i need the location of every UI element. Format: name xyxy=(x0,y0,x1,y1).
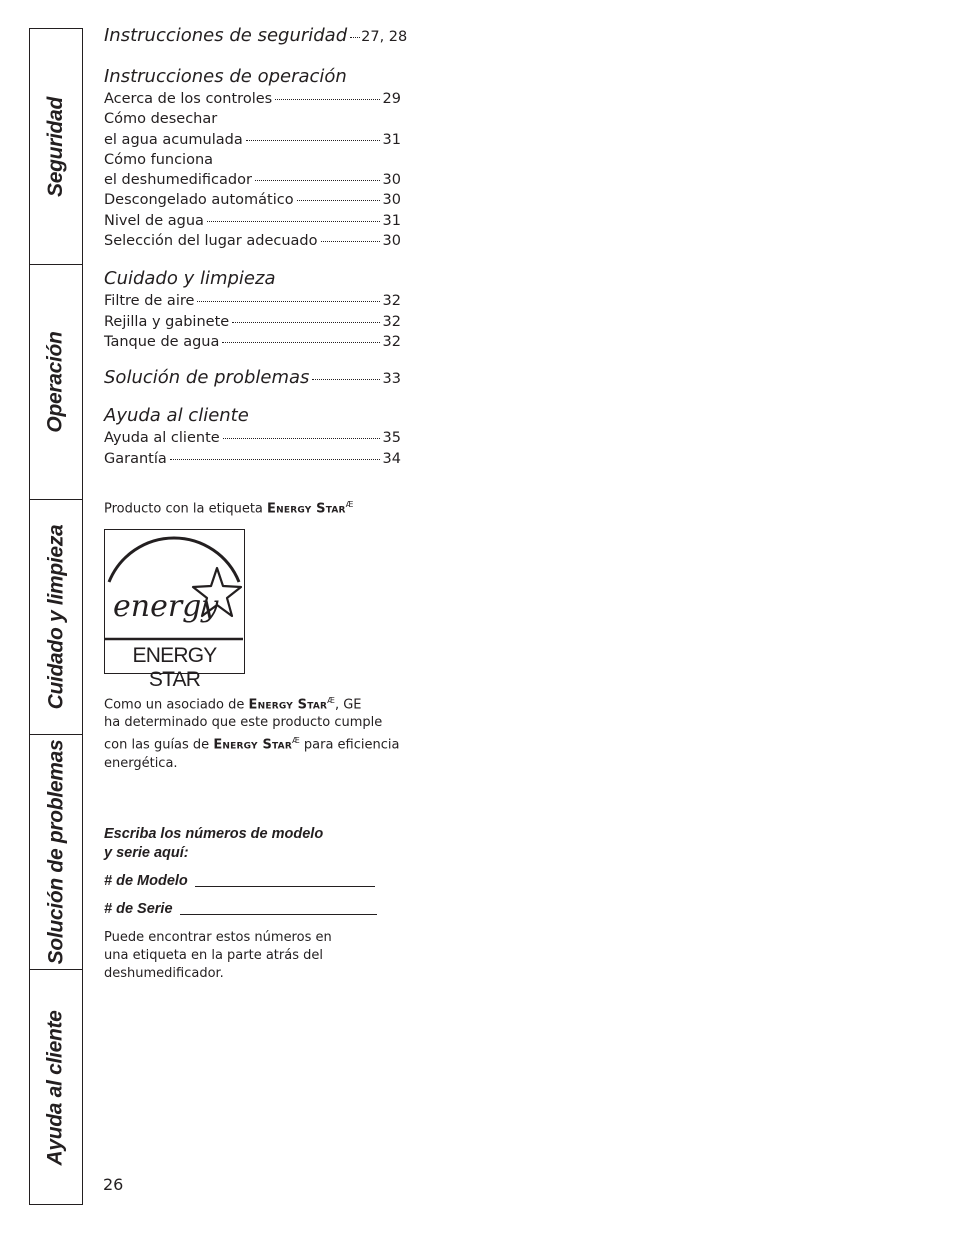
tab-cuidado-y-limpieza[interactable] xyxy=(30,500,82,735)
toc-entry[interactable] xyxy=(104,428,401,448)
leader-dots xyxy=(222,342,379,343)
entry-label: Selección del lugar adecuado xyxy=(104,233,318,250)
page-ref: 30 xyxy=(382,172,401,189)
entry-label: el deshumedificador xyxy=(104,172,252,189)
leader-dots xyxy=(207,221,380,222)
tab-label: Cuidado y limpieza xyxy=(44,524,67,710)
entry-label: Tanque de agua xyxy=(104,333,220,350)
energy-star-brand: Energy Star xyxy=(213,737,292,753)
leader-dots xyxy=(297,200,380,201)
entry-label: Filtre de aire xyxy=(104,293,195,310)
tab-operacion[interactable] xyxy=(30,265,82,500)
serial-number-blank[interactable] xyxy=(180,914,377,915)
section-title: Instrucciones de operación xyxy=(104,66,347,87)
leader-dots xyxy=(321,241,380,242)
tab-ayuda-al-cliente[interactable] xyxy=(30,970,82,1206)
energy-star-brand: Energy Star xyxy=(248,697,328,713)
page-ref: 32 xyxy=(382,313,401,330)
leader-dots xyxy=(350,37,360,38)
statement-text: Como un asociado de xyxy=(104,697,245,713)
page-ref: 35 xyxy=(382,430,401,447)
trademark-mark: Æ xyxy=(327,696,335,705)
entry-label: Rejilla y gabinete xyxy=(104,313,230,330)
tab-label: Operación xyxy=(44,331,68,433)
page-ref: 27, 28 xyxy=(361,29,408,45)
model-heading: Escriba los números de modelo xyxy=(104,826,324,842)
page-ref: 32 xyxy=(382,293,401,310)
toc-safety[interactable] xyxy=(104,24,408,48)
entry-label: el agua acumulada xyxy=(104,131,243,148)
entry-label: Garantía xyxy=(104,450,167,467)
page-ref: 29 xyxy=(382,91,401,107)
toc-entry[interactable] xyxy=(104,211,401,231)
leader-dots xyxy=(255,180,380,181)
toc-entry[interactable] xyxy=(104,312,401,332)
page-number: 26 xyxy=(103,1175,124,1194)
leader-dots xyxy=(275,99,379,100)
entry-label: Nivel de agua xyxy=(104,212,204,229)
note-text: Puede encontrar estos números en xyxy=(104,930,332,945)
location-note xyxy=(104,929,404,983)
statement-text: energética. xyxy=(104,755,178,771)
tab-solucion-de-problemas[interactable] xyxy=(30,735,82,970)
statement-text: , GE xyxy=(334,697,362,713)
entry-label: Cómo funciona xyxy=(104,151,214,168)
model-number-field[interactable] xyxy=(104,872,404,891)
table-of-contents xyxy=(104,24,408,469)
tab-seguridad[interactable] xyxy=(30,29,82,265)
page-ref: 34 xyxy=(382,450,401,467)
entry-label: Cómo desechar xyxy=(104,111,218,128)
page-ref: 30 xyxy=(382,233,401,250)
tab-label: Solución de problemas xyxy=(44,739,67,965)
statement-text: para eficiencia xyxy=(299,737,400,753)
model-heading: y serie aquí: xyxy=(104,845,189,861)
trademark-mark: Æ xyxy=(345,500,354,509)
page-ref: 31 xyxy=(382,131,401,148)
page-ref: 31 xyxy=(382,212,401,229)
section-title: Solución de problemas xyxy=(104,367,310,389)
statement-text: ha determinado que este producto cumple xyxy=(104,715,383,731)
serial-number-label: # de Serie xyxy=(104,901,173,917)
note-text: Producto con la etiqueta xyxy=(104,501,263,517)
note-text: una etiqueta en la parte atrás del xyxy=(104,948,323,963)
toc-entry[interactable] xyxy=(104,190,401,210)
leader-dots xyxy=(232,322,379,323)
trademark-mark: Æ xyxy=(291,736,300,746)
toc-entry[interactable] xyxy=(104,291,401,311)
toc-entry[interactable] xyxy=(104,332,401,352)
leader-dots xyxy=(197,301,379,302)
toc-entry[interactable] xyxy=(104,130,401,150)
section-title: Instrucciones de seguridad xyxy=(104,25,348,46)
energy-star-brand: Energy Star xyxy=(267,501,346,517)
tab-label: Seguridad xyxy=(44,96,68,197)
statement-text: con las guías de xyxy=(104,737,210,753)
leader-dots xyxy=(223,438,380,439)
model-number-label: # de Modelo xyxy=(104,873,188,889)
energy-script: energy xyxy=(113,589,219,624)
toc-troubleshooting[interactable] xyxy=(104,366,401,390)
entry-label: Ayuda al cliente xyxy=(104,430,220,447)
model-serial-section xyxy=(104,825,404,983)
energy-star-partner-statement xyxy=(104,692,404,773)
model-number-blank[interactable] xyxy=(195,886,375,887)
page-ref: 33 xyxy=(382,371,401,388)
energy-star-label-note xyxy=(104,496,404,518)
toc-entry[interactable] xyxy=(104,89,401,109)
note-text: deshumedificador. xyxy=(104,966,224,981)
leader-dots xyxy=(170,459,380,460)
toc-entry[interactable] xyxy=(104,170,401,190)
page-ref: 32 xyxy=(382,333,401,350)
section-title: Cuidado y limpieza xyxy=(104,268,276,290)
serial-number-field[interactable] xyxy=(104,900,404,919)
energy-star-logo xyxy=(104,529,245,691)
entry-label: Acerca de los controles xyxy=(104,91,273,107)
page-ref: 30 xyxy=(382,192,401,209)
entry-label: Descongelado automático xyxy=(104,192,294,209)
tab-label: Ayuda al cliente xyxy=(44,1010,67,1166)
leader-dots xyxy=(246,140,380,141)
leader-dots xyxy=(312,379,379,380)
toc-entry[interactable] xyxy=(104,231,401,251)
section-title: Ayuda al cliente xyxy=(104,405,249,427)
toc-entry[interactable] xyxy=(104,449,401,469)
energy-star-logo-text: ENERGY STAR xyxy=(132,644,217,691)
side-tab-column xyxy=(29,28,83,1205)
